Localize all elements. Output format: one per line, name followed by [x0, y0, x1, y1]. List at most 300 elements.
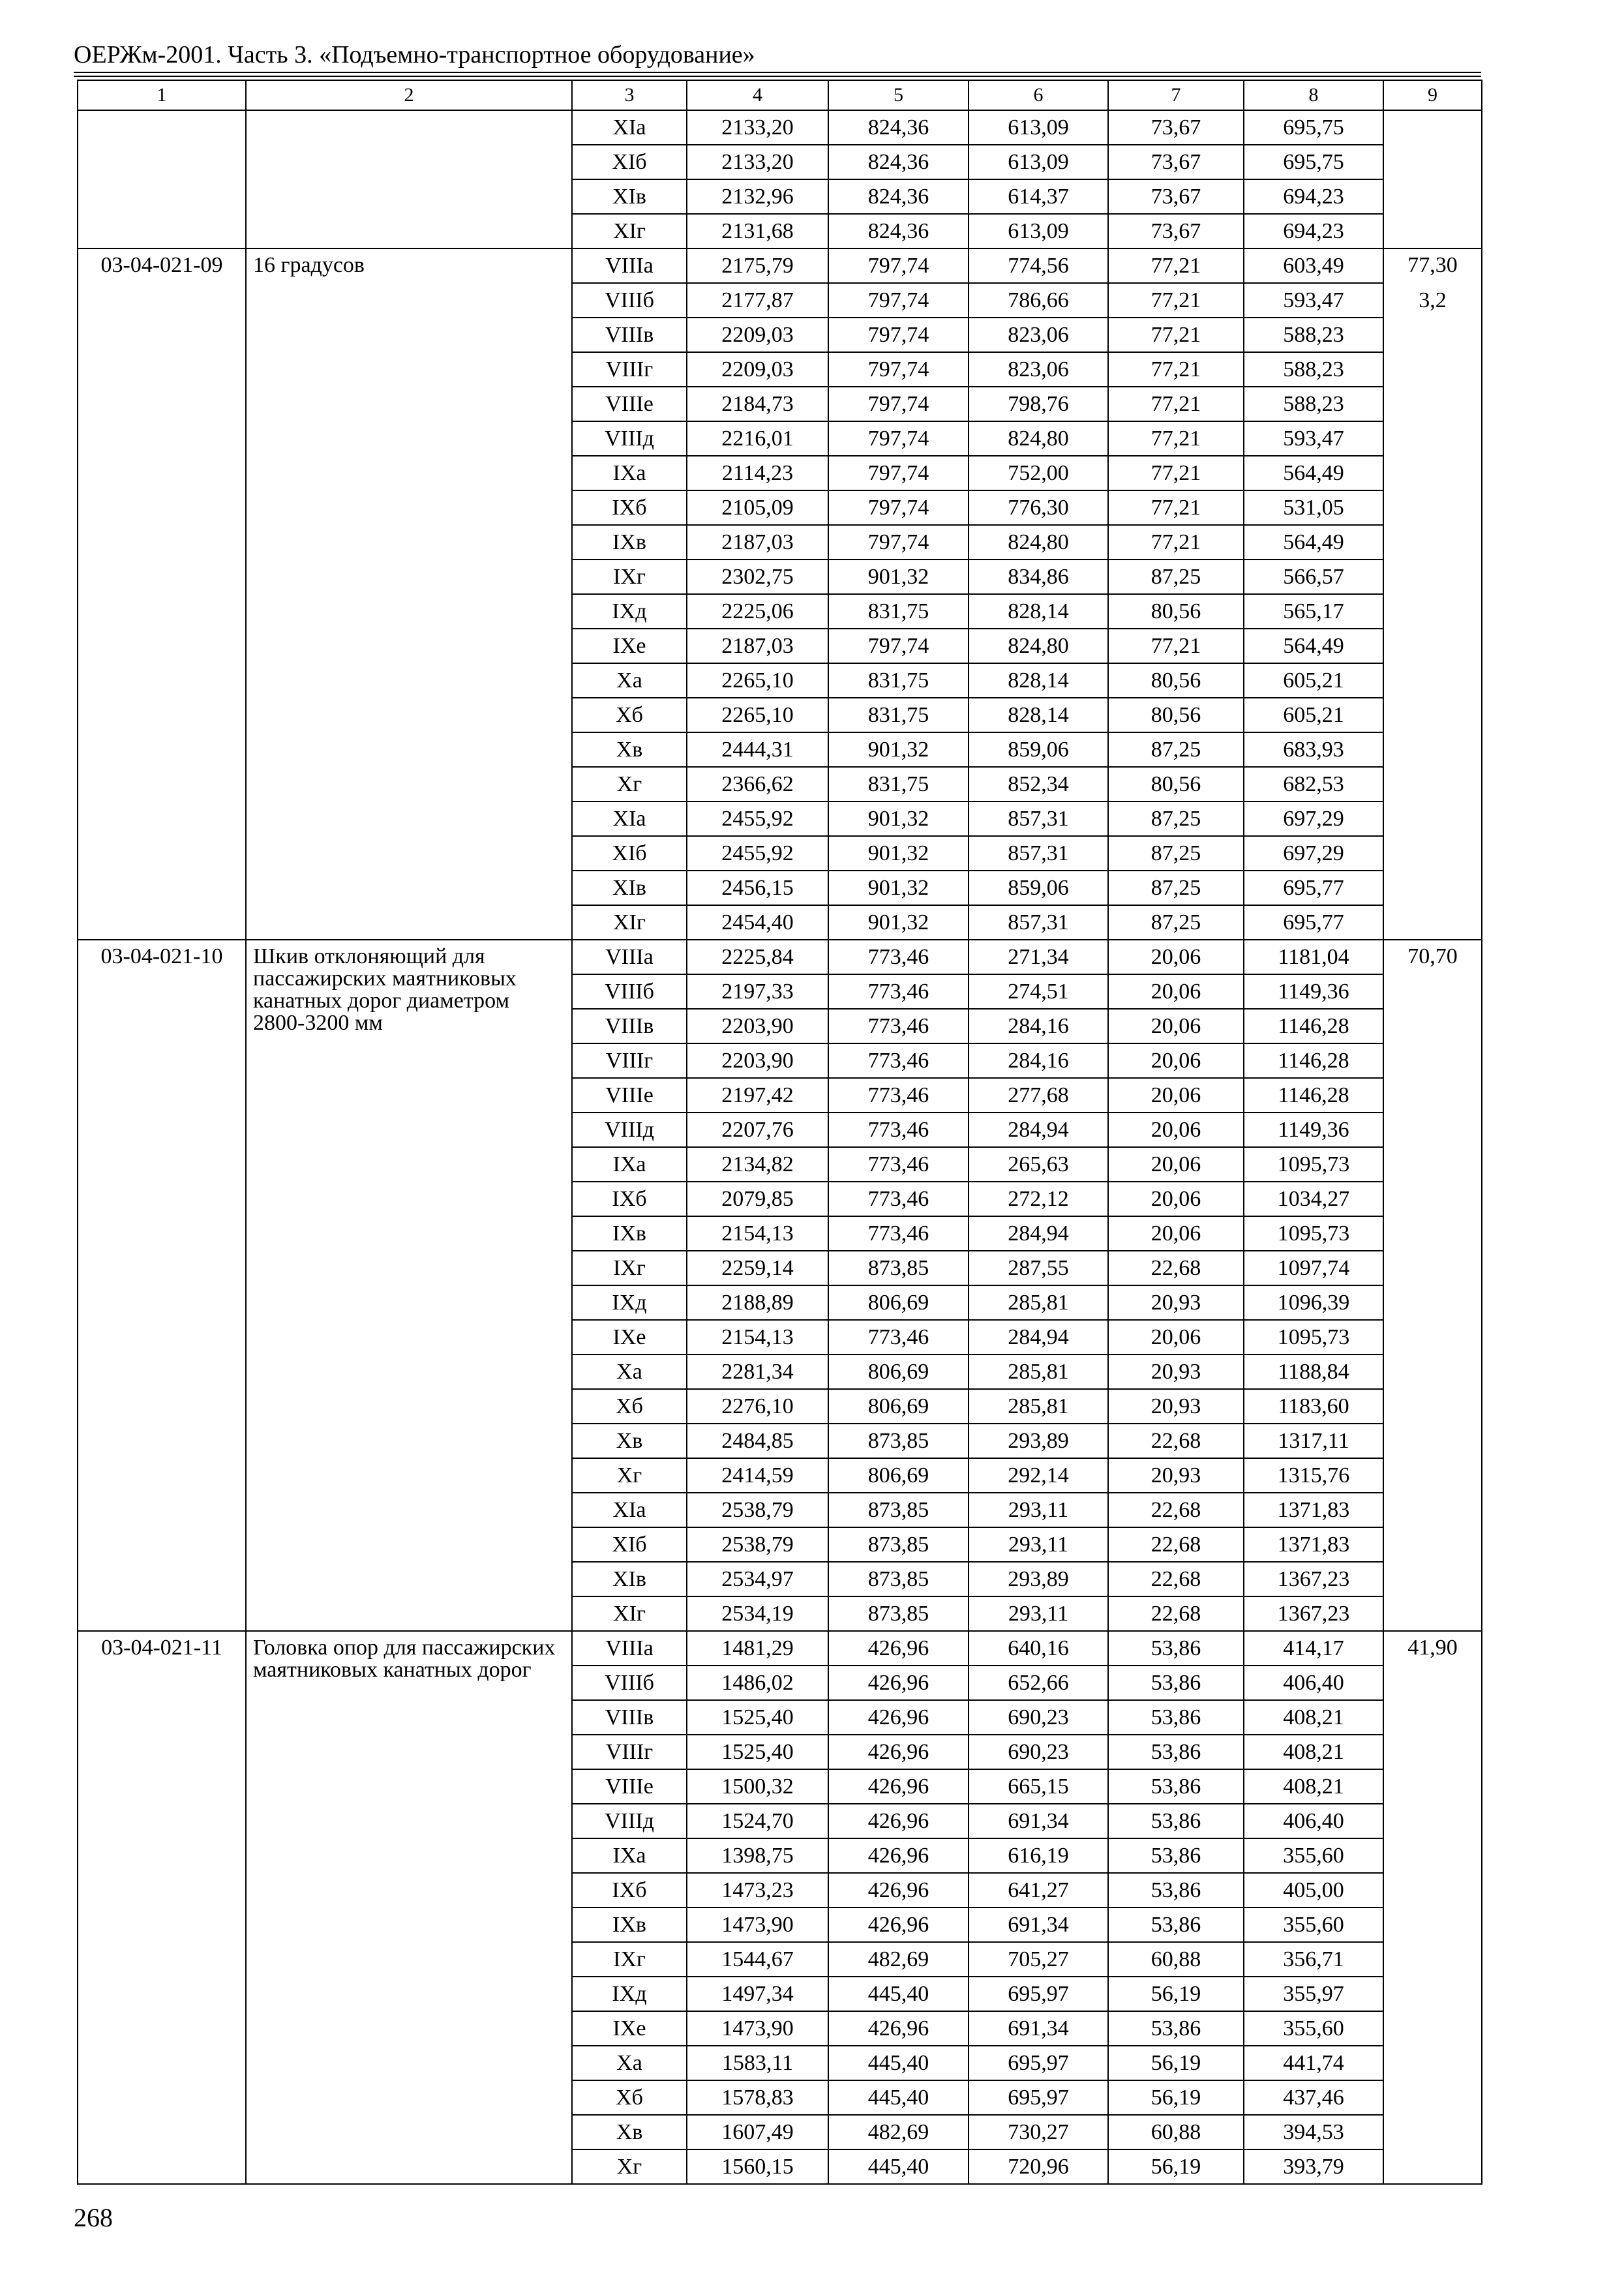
materials-cell: 408,21 [1244, 1700, 1383, 1735]
materials-cell: 588,23 [1244, 387, 1383, 421]
materials-cell: 1097,74 [1244, 1251, 1383, 1285]
total-cost-cell: 2175,79 [687, 248, 828, 283]
total-cost-cell: 2154,13 [687, 1216, 828, 1251]
zone-cell: VIIIа [572, 940, 687, 974]
column-number: 1 [78, 80, 246, 110]
materials-cell: 1096,39 [1244, 1285, 1383, 1320]
wages-cell: 873,85 [828, 1251, 969, 1285]
wages-cell: 426,96 [828, 2011, 969, 2046]
machines-cell: 265,63 [969, 1147, 1108, 1182]
wages-cell: 873,85 [828, 1527, 969, 1562]
rate-code-cell: 03-04-021-09 [78, 248, 246, 940]
materials-cell: 414,17 [1244, 1631, 1383, 1666]
total-cost-cell: 2134,82 [687, 1147, 828, 1182]
machinist-wages-cell: 53,86 [1108, 1873, 1244, 1908]
header-rule-bottom [74, 76, 1481, 77]
zone-cell: Xб [572, 1389, 687, 1424]
machines-cell: 823,06 [969, 318, 1108, 352]
header-rule-top [74, 72, 1481, 73]
materials-cell: 682,53 [1244, 767, 1383, 801]
machines-cell: 613,09 [969, 145, 1108, 179]
total-cost-cell: 2534,97 [687, 1562, 828, 1596]
wages-cell: 773,46 [828, 940, 969, 974]
total-cost-cell: 2203,90 [687, 1043, 828, 1078]
machines-cell: 274,51 [969, 974, 1108, 1009]
wages-cell: 901,32 [828, 732, 969, 767]
machinist-wages-cell: 60,88 [1108, 2115, 1244, 2149]
machinist-wages-cell: 77,21 [1108, 283, 1244, 318]
total-cost-cell: 1525,40 [687, 1700, 828, 1735]
column-number: 9 [1383, 80, 1482, 110]
wages-cell: 426,96 [828, 1631, 969, 1666]
machines-cell: 285,81 [969, 1354, 1108, 1389]
machinist-wages-cell: 53,86 [1108, 1804, 1244, 1838]
zone-cell: VIIIг [572, 352, 687, 387]
wages-cell: 831,75 [828, 767, 969, 801]
machinist-wages-cell: 20,06 [1108, 1043, 1244, 1078]
wages-cell: 797,74 [828, 352, 969, 387]
table-body [78, 80, 1482, 2184]
machinist-wages-cell: 20,06 [1108, 1078, 1244, 1113]
wages-cell: 797,74 [828, 421, 969, 456]
materials-cell: 593,47 [1244, 283, 1383, 318]
wages-cell: 831,75 [828, 594, 969, 629]
wages-cell: 426,96 [828, 1666, 969, 1700]
column-number: 2 [246, 80, 572, 110]
machinist-wages-cell: 87,25 [1108, 801, 1244, 836]
zone-cell: Xг [572, 1458, 687, 1493]
machines-cell: 292,14 [969, 1458, 1108, 1493]
zone-cell: VIIIв [572, 1009, 687, 1043]
materials-cell: 1315,76 [1244, 1458, 1383, 1493]
wages-cell: 426,96 [828, 1838, 969, 1873]
materials-cell: 1146,28 [1244, 1078, 1383, 1113]
zone-cell: VIIIа [572, 248, 687, 283]
zone-cell: XIг [572, 214, 687, 248]
page-number: 268 [74, 2203, 113, 2232]
machinist-wages-cell: 77,21 [1108, 352, 1244, 387]
machinist-wages-cell: 53,86 [1108, 1769, 1244, 1804]
machines-cell: 828,14 [969, 663, 1108, 698]
zone-cell: XIб [572, 145, 687, 179]
machines-cell: 284,16 [969, 1043, 1108, 1078]
materials-cell: 355,60 [1244, 1838, 1383, 1873]
total-cost-cell: 2225,06 [687, 594, 828, 629]
machinist-wages-cell: 20,06 [1108, 974, 1244, 1009]
rate-code-cell [78, 110, 246, 248]
machines-cell: 857,31 [969, 905, 1108, 940]
wages-cell: 901,32 [828, 560, 969, 594]
machinist-wages-cell: 77,21 [1108, 421, 1244, 456]
materials-cell: 694,23 [1244, 179, 1383, 214]
materials-cell: 408,21 [1244, 1769, 1383, 1804]
col9-value: 70,70 [1407, 944, 1458, 968]
rate-name-cell: Головка опор для пассажирских маятниковых канатных дорог [246, 1631, 572, 2184]
column-number: 6 [969, 80, 1108, 110]
total-cost-cell: 1578,83 [687, 2080, 828, 2115]
machinist-wages-cell: 20,93 [1108, 1285, 1244, 1320]
zone-cell: XIв [572, 1562, 687, 1596]
total-cost-cell: 1544,67 [687, 1942, 828, 1977]
zone-cell: IXб [572, 1873, 687, 1908]
machines-cell: 852,34 [969, 767, 1108, 801]
machines-cell: 730,27 [969, 2115, 1108, 2149]
machines-cell: 652,66 [969, 1666, 1108, 1700]
total-cost-cell: 2455,92 [687, 836, 828, 871]
machines-cell: 798,76 [969, 387, 1108, 421]
machines-cell: 284,94 [969, 1320, 1108, 1354]
machinist-wages-cell: 53,86 [1108, 1908, 1244, 1942]
materials-cell: 1095,73 [1244, 1216, 1383, 1251]
zone-cell: XIв [572, 871, 687, 905]
page-header-title: ОЕРЖм-2001. Часть 3. «Подъемно-транспортное оборудование» [74, 41, 755, 68]
zone-cell: XIб [572, 836, 687, 871]
wages-cell: 797,74 [828, 387, 969, 421]
total-cost-cell: 1473,90 [687, 1908, 828, 1942]
total-cost-cell: 2133,20 [687, 145, 828, 179]
wages-cell: 426,96 [828, 1700, 969, 1735]
zone-cell: VIIIд [572, 1804, 687, 1838]
materials-cell: 405,00 [1244, 1873, 1383, 1908]
wages-cell: 773,46 [828, 1320, 969, 1354]
materials-cell: 356,71 [1244, 1942, 1383, 1977]
wages-cell: 797,74 [828, 456, 969, 490]
wages-cell: 797,74 [828, 525, 969, 560]
materials-cell: 588,23 [1244, 352, 1383, 387]
wages-cell: 873,85 [828, 1562, 969, 1596]
column-number: 5 [828, 80, 969, 110]
machinist-wages-cell: 56,19 [1108, 2080, 1244, 2115]
column-number: 4 [687, 80, 828, 110]
total-cost-cell: 1497,34 [687, 1977, 828, 2011]
zone-cell: Xв [572, 2115, 687, 2149]
wages-cell: 806,69 [828, 1285, 969, 1320]
materials-cell: 1146,28 [1244, 1009, 1383, 1043]
rate-name-cell: 16 градусов [246, 248, 572, 940]
machinist-wages-cell: 77,21 [1108, 629, 1244, 663]
zone-cell: IXд [572, 1285, 687, 1320]
col9-value: 41,90 [1407, 1636, 1458, 1660]
wages-cell: 426,96 [828, 1735, 969, 1769]
total-cost-cell: 2484,85 [687, 1424, 828, 1458]
machinist-wages-cell: 22,68 [1108, 1424, 1244, 1458]
materials-cell: 588,23 [1244, 318, 1383, 352]
rates-table [77, 80, 1482, 2185]
rate-name-cell: Шкив отклоняющий для пассажирских маятниковых канатных дорог диаметром 2800-3200 мм [246, 940, 572, 1631]
zone-cell: VIIIб [572, 1666, 687, 1700]
machines-cell: 272,12 [969, 1182, 1108, 1216]
machines-cell: 640,16 [969, 1631, 1108, 1666]
total-cost-cell: 2454,40 [687, 905, 828, 940]
machines-cell: 691,34 [969, 1908, 1108, 1942]
machinist-wages-cell: 20,06 [1108, 1182, 1244, 1216]
total-cost-cell: 2414,59 [687, 1458, 828, 1493]
materials-cell: 1367,23 [1244, 1596, 1383, 1631]
materials-cell: 1149,36 [1244, 974, 1383, 1009]
wages-cell: 445,40 [828, 2080, 969, 2115]
total-cost-cell: 1525,40 [687, 1735, 828, 1769]
total-cost-cell: 2184,73 [687, 387, 828, 421]
materials-cell: 437,46 [1244, 2080, 1383, 2115]
table-row [78, 248, 1482, 283]
machinist-wages-cell: 56,19 [1108, 1977, 1244, 2011]
wages-cell: 901,32 [828, 836, 969, 871]
machines-cell: 293,89 [969, 1424, 1108, 1458]
total-cost-cell: 2216,01 [687, 421, 828, 456]
materials-cell: 695,77 [1244, 871, 1383, 905]
total-cost-cell: 2225,84 [687, 940, 828, 974]
wages-cell: 426,96 [828, 1804, 969, 1838]
total-cost-cell: 2197,33 [687, 974, 828, 1009]
total-cost-cell: 2187,03 [687, 629, 828, 663]
machinist-wages-cell: 20,06 [1108, 1147, 1244, 1182]
table-row [78, 940, 1482, 974]
machinist-wages-cell: 53,86 [1108, 1666, 1244, 1700]
wages-cell: 806,69 [828, 1389, 969, 1424]
machinist-wages-cell: 20,06 [1108, 940, 1244, 974]
materials-cell: 1183,60 [1244, 1389, 1383, 1424]
machines-cell: 834,86 [969, 560, 1108, 594]
materials-cell: 564,49 [1244, 525, 1383, 560]
materials-cell: 683,93 [1244, 732, 1383, 767]
materials-cell: 605,21 [1244, 663, 1383, 698]
machinist-wages-cell: 80,56 [1108, 698, 1244, 732]
materials-cell: 564,49 [1244, 629, 1383, 663]
zone-cell: Xв [572, 1424, 687, 1458]
machines-cell: 293,89 [969, 1562, 1108, 1596]
machines-cell: 824,80 [969, 525, 1108, 560]
wages-cell: 426,96 [828, 1873, 969, 1908]
zone-cell: XIв [572, 179, 687, 214]
machinist-wages-cell: 87,25 [1108, 732, 1244, 767]
zone-cell: Xг [572, 767, 687, 801]
total-cost-cell: 2177,87 [687, 283, 828, 318]
materials-cell: 406,40 [1244, 1804, 1383, 1838]
zone-cell: IXв [572, 1216, 687, 1251]
total-cost-cell: 2276,10 [687, 1389, 828, 1424]
column-number: 7 [1108, 80, 1244, 110]
machinist-wages-cell: 53,86 [1108, 1838, 1244, 1873]
wages-cell: 873,85 [828, 1596, 969, 1631]
machinist-wages-cell: 80,56 [1108, 594, 1244, 629]
zone-cell: VIIIб [572, 974, 687, 1009]
wages-cell: 445,40 [828, 2149, 969, 2184]
machines-cell: 776,30 [969, 490, 1108, 525]
zone-cell: XIа [572, 110, 687, 145]
wages-cell: 773,46 [828, 1113, 969, 1147]
materials-cell: 1149,36 [1244, 1113, 1383, 1147]
zone-cell: VIIIд [572, 421, 687, 456]
machines-cell: 613,09 [969, 110, 1108, 145]
total-cost-cell: 1583,11 [687, 2046, 828, 2080]
total-cost-cell: 2105,09 [687, 490, 828, 525]
zone-cell: XIа [572, 801, 687, 836]
zone-cell: Xа [572, 2046, 687, 2080]
wages-cell: 901,32 [828, 871, 969, 905]
machines-cell: 284,94 [969, 1113, 1108, 1147]
zone-cell: VIIIг [572, 1735, 687, 1769]
machinist-wages-cell: 80,56 [1108, 767, 1244, 801]
total-cost-cell: 2265,10 [687, 663, 828, 698]
machines-cell: 786,66 [969, 283, 1108, 318]
zone-cell: IXа [572, 1147, 687, 1182]
zone-cell: VIIIб [572, 283, 687, 318]
machinist-wages-cell: 60,88 [1108, 1942, 1244, 1977]
zone-cell: IXд [572, 594, 687, 629]
wages-cell: 797,74 [828, 318, 969, 352]
total-cost-cell: 1524,70 [687, 1804, 828, 1838]
total-cost-cell: 1398,75 [687, 1838, 828, 1873]
wages-cell: 873,85 [828, 1424, 969, 1458]
zone-cell: XIг [572, 905, 687, 940]
machinist-wages-cell: 53,86 [1108, 1700, 1244, 1735]
rate-code-cell: 03-04-021-11 [78, 1631, 246, 2184]
materials-cell: 408,21 [1244, 1735, 1383, 1769]
materials-cell: 531,05 [1244, 490, 1383, 525]
total-cost-cell: 1481,29 [687, 1631, 828, 1666]
machinist-wages-cell: 87,25 [1108, 560, 1244, 594]
machines-cell: 824,80 [969, 629, 1108, 663]
wages-cell: 901,32 [828, 801, 969, 836]
machinist-wages-cell: 53,86 [1108, 2011, 1244, 2046]
machinist-wages-cell: 87,25 [1108, 905, 1244, 940]
materials-cell: 1367,23 [1244, 1562, 1383, 1596]
wages-cell: 824,36 [828, 145, 969, 179]
total-cost-cell: 2154,13 [687, 1320, 828, 1354]
materials-cell: 695,77 [1244, 905, 1383, 940]
wages-cell: 797,74 [828, 283, 969, 318]
machinist-wages-cell: 73,67 [1108, 110, 1244, 145]
machines-cell: 857,31 [969, 801, 1108, 836]
zone-cell: IXв [572, 525, 687, 560]
materials-cell: 393,79 [1244, 2149, 1383, 2184]
zone-cell: Xв [572, 732, 687, 767]
zone-cell: IXв [572, 1908, 687, 1942]
machinist-wages-cell: 77,21 [1108, 456, 1244, 490]
total-cost-cell: 2209,03 [687, 352, 828, 387]
total-cost-cell: 2444,31 [687, 732, 828, 767]
total-cost-cell: 2133,20 [687, 110, 828, 145]
column-number-row [78, 80, 1482, 110]
machines-cell: 690,23 [969, 1735, 1108, 1769]
machinist-wages-cell: 77,21 [1108, 387, 1244, 421]
total-cost-cell: 2265,10 [687, 698, 828, 732]
materials-cell: 1181,04 [1244, 940, 1383, 974]
zone-cell: XIг [572, 1596, 687, 1631]
machines-cell: 284,94 [969, 1216, 1108, 1251]
wages-cell: 831,75 [828, 663, 969, 698]
machinist-wages-cell: 20,93 [1108, 1458, 1244, 1493]
total-cost-cell: 2456,15 [687, 871, 828, 905]
materials-cell: 1188,84 [1244, 1354, 1383, 1389]
zone-cell: IXд [572, 1977, 687, 2011]
machinist-wages-cell: 73,67 [1108, 179, 1244, 214]
total-cost-cell: 2188,89 [687, 1285, 828, 1320]
wages-cell: 773,46 [828, 1216, 969, 1251]
machinist-wages-cell: 73,67 [1108, 214, 1244, 248]
total-cost-cell: 1607,49 [687, 2115, 828, 2149]
zone-cell: IXа [572, 1838, 687, 1873]
wages-cell: 824,36 [828, 214, 969, 248]
machinist-wages-cell: 20,06 [1108, 1113, 1244, 1147]
machines-cell: 285,81 [969, 1389, 1108, 1424]
machinist-wages-cell: 22,68 [1108, 1596, 1244, 1631]
machines-cell: 828,14 [969, 594, 1108, 629]
materials-cell: 603,49 [1244, 248, 1383, 283]
materials-cell: 697,29 [1244, 801, 1383, 836]
zone-cell: VIIIг [572, 1043, 687, 1078]
total-cost-cell: 2187,03 [687, 525, 828, 560]
machinist-wages-cell: 56,19 [1108, 2046, 1244, 2080]
materials-cell: 695,75 [1244, 110, 1383, 145]
materials-cell: 605,21 [1244, 698, 1383, 732]
wages-cell: 806,69 [828, 1354, 969, 1389]
wages-cell: 445,40 [828, 1977, 969, 2011]
zone-cell: Xг [572, 2149, 687, 2184]
total-cost-cell: 2455,92 [687, 801, 828, 836]
materials-cell: 441,74 [1244, 2046, 1383, 2080]
zone-cell: IXг [572, 560, 687, 594]
wages-cell: 873,85 [828, 1493, 969, 1527]
machines-cell: 293,11 [969, 1596, 1108, 1631]
zone-cell: IXе [572, 2011, 687, 2046]
wages-cell: 773,46 [828, 1043, 969, 1078]
zone-cell: VIIIа [572, 1631, 687, 1666]
machines-cell: 705,27 [969, 1942, 1108, 1977]
zone-cell: IXа [572, 456, 687, 490]
total-cost-cell: 2534,19 [687, 1596, 828, 1631]
machines-cell: 287,55 [969, 1251, 1108, 1285]
machinist-wages-cell: 87,25 [1108, 836, 1244, 871]
materials-cell: 1034,27 [1244, 1182, 1383, 1216]
wages-cell: 831,75 [828, 698, 969, 732]
total-cost-cell: 2114,23 [687, 456, 828, 490]
zone-cell: VIIIе [572, 387, 687, 421]
col9-value: 3,2 [1419, 288, 1447, 312]
zone-cell: IXе [572, 1320, 687, 1354]
materials-cell: 564,49 [1244, 456, 1383, 490]
col9-value: 77,30 [1407, 253, 1458, 277]
materials-cell: 406,40 [1244, 1666, 1383, 1700]
wages-cell: 426,96 [828, 1769, 969, 1804]
rate-code-cell: 03-04-021-10 [78, 940, 246, 1631]
materials-cell: 593,47 [1244, 421, 1383, 456]
total-cost-cell: 2131,68 [687, 214, 828, 248]
wages-cell: 773,46 [828, 1147, 969, 1182]
machines-cell: 774,56 [969, 248, 1108, 283]
machinist-wages-cell: 22,68 [1108, 1527, 1244, 1562]
total-cost-cell: 2132,96 [687, 179, 828, 214]
table-row [78, 1631, 1482, 1666]
machines-cell: 613,09 [969, 214, 1108, 248]
machines-cell: 859,06 [969, 732, 1108, 767]
machinist-wages-cell: 22,68 [1108, 1251, 1244, 1285]
machinist-wages-cell: 53,86 [1108, 1735, 1244, 1769]
zone-cell: Xа [572, 663, 687, 698]
machines-cell: 695,97 [969, 2080, 1108, 2115]
zone-cell: Xб [572, 698, 687, 732]
machinist-wages-cell: 56,19 [1108, 2149, 1244, 2184]
zone-cell: XIб [572, 1527, 687, 1562]
total-cost-cell: 1560,15 [687, 2149, 828, 2184]
wages-cell: 773,46 [828, 974, 969, 1009]
table-row [78, 110, 1482, 145]
column-number: 3 [572, 80, 687, 110]
zone-cell: VIIIд [572, 1113, 687, 1147]
total-cost-cell: 2538,79 [687, 1527, 828, 1562]
zone-cell: Xб [572, 2080, 687, 2115]
wages-cell: 824,36 [828, 179, 969, 214]
